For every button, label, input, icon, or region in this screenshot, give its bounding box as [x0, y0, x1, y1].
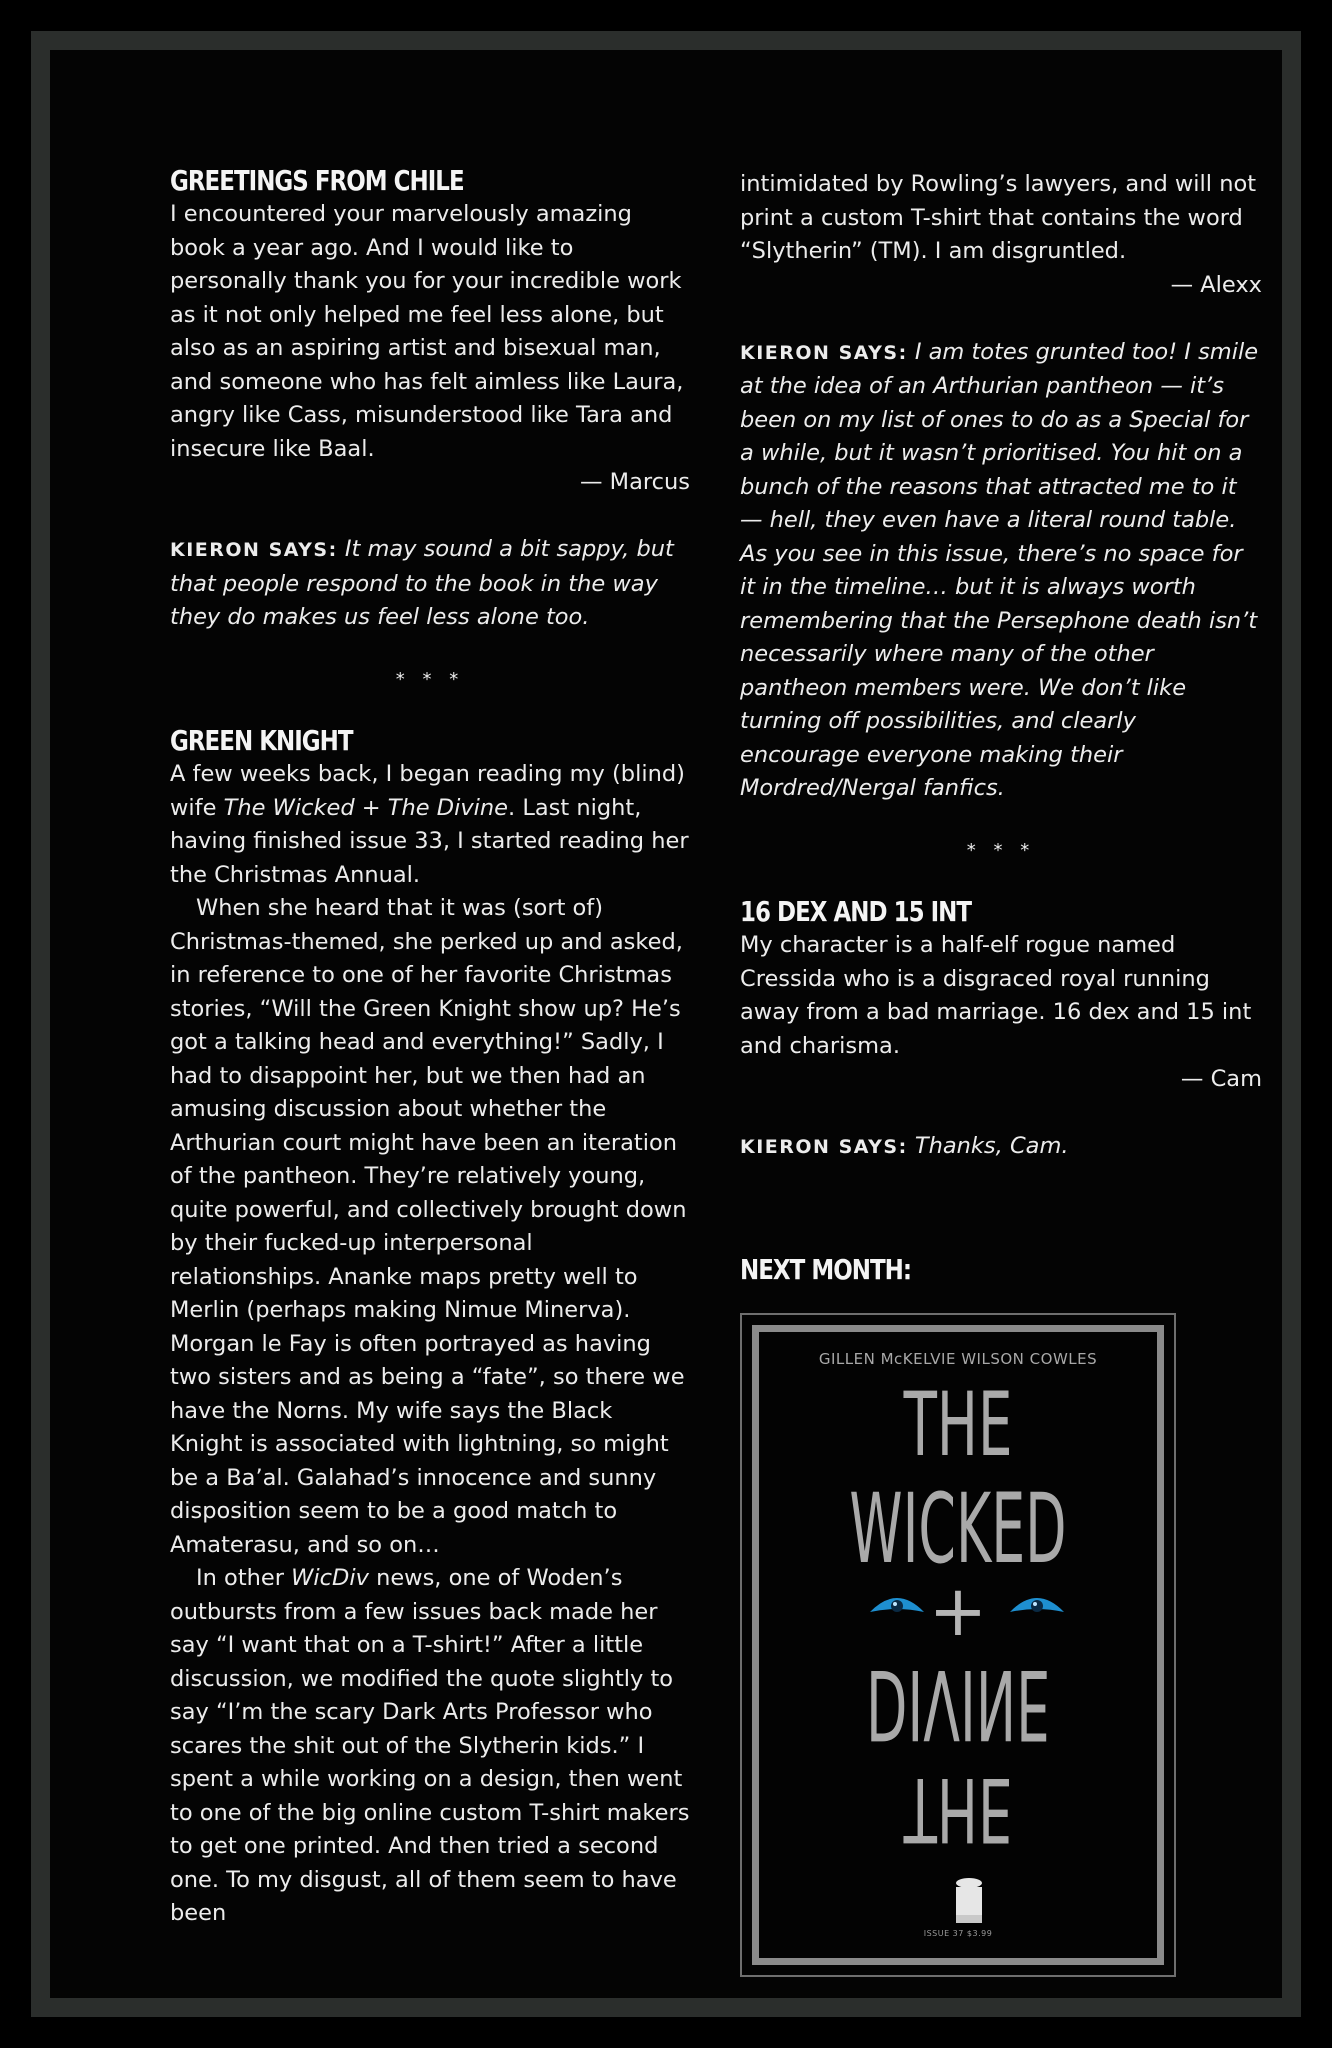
right-column	[740, 168, 1262, 1287]
letter-body-alexx-p3	[170, 1562, 690, 1931]
letter-body-cam: My character is a half-elf rogue named Cressida who is a disgraced royal running away from a bad marriage. 16 dex and 15 int and charisma.	[740, 932, 1252, 1059]
signature-marcus: — Marcus	[580, 469, 690, 495]
letters-page	[50, 50, 1282, 1998]
text-run: . Last night, having finished issue 33, I started reading her the Christmas Annual.	[170, 794, 689, 888]
reply-alexx	[740, 336, 1262, 806]
reply-text: It may sound a bit sappy, but that people respond to the book in the way they do makes us feel less alone too.	[170, 536, 674, 630]
next-month-heading: NEXT MONTH:	[740, 1252, 912, 1286]
section-separator: * * *	[395, 668, 465, 690]
cover-title-the-inverted: THE	[903, 1758, 1013, 1861]
spacer	[740, 302, 1262, 336]
cover-inner-frame	[752, 1325, 1164, 1965]
cover-title-the: THE	[903, 1373, 1013, 1476]
book-title: The Wicked + The Divine	[223, 794, 509, 821]
reply-text: I am totes grunted too! I smile at the idea of an Arthurian pantheon — it’s been on my list of ones to do as a Special for a while, but it wasn’t prioritised. You hit on a bunch of the reasons that attracted me to it — hell, they even have a literal round table. As you see in this issue, there’s no space for it in the timeline… but it is always worth remembering that the Persephone death isn’t necessarily where many of the other pantheon members were. We don’t like turning off possibilities, and clearly encourage everyone making their Mordred/Nergal fanfics.	[740, 338, 1259, 801]
signature-cam: — Cam	[1180, 1066, 1262, 1092]
letter-body-alexx-cont: intimidated by Rowling’s lawyers, and will not print a custom T-shirt that contains the word “Slytherin” (TM). I am disgruntled.	[740, 171, 1257, 264]
letter-heading-greetings: GREETINGS FROM CHILE	[170, 164, 464, 197]
kieron-says-label: KIERON SAYS:	[740, 1136, 908, 1158]
spacer	[170, 696, 690, 724]
letter-heading-16-dex: 16 DEX AND 15 INT	[740, 895, 972, 928]
cover-credits: GILLEN McKELVIE WILSON COWLES	[818, 1350, 1098, 1368]
kieron-says-label: KIERON SAYS:	[170, 539, 338, 561]
spacer	[740, 1165, 1262, 1253]
image-comics-logo-icon	[954, 1877, 984, 1927]
text-run: news, one of Woden’s outbursts from a few issues back made her say “I want that on a T-shirt!” After a little discussion, we modified the quote slightly to say “I’m the scary Dark Arts Professor who scares the shit out of the Slytherin kids.” I spent a while working on a design, then went to one of the big online custom T-shirt makers to get one printed. And then tried a second one. To my disgust, all of them seem to have been	[170, 1565, 690, 1926]
letter-body-marcus: I encountered your marvelously amazing book a year ago. And I would like to personally thank you for your incredible work as it not only helped me feel less alone, but also as an aspiring artist and bisexual man, and someone who has felt aimless like Laura, angry like Cass, misunderstood like Tara and insecure like Baal.	[170, 201, 684, 462]
book-title: WicDiv	[291, 1565, 369, 1591]
spacer	[170, 635, 690, 663]
text-run: A few weeks back, I began reading my (blind) wife	[170, 761, 685, 821]
spacer	[170, 500, 690, 534]
reply-text: Thanks, Cam.	[914, 1133, 1069, 1159]
next-issue-cover	[740, 1313, 1176, 1977]
text-run: In other	[196, 1565, 292, 1591]
left-column	[170, 164, 690, 1931]
spacer	[740, 806, 1262, 834]
right-eye-icon	[1008, 1592, 1066, 1618]
reply-cam	[740, 1130, 1262, 1165]
letter-body-alexx-p1	[170, 758, 690, 892]
reply-marcus	[170, 533, 690, 635]
cover-issue-price: ISSUE 37 $3.99	[923, 1929, 993, 1938]
section-separator: * * *	[966, 839, 1036, 861]
spacer	[740, 867, 1262, 895]
letter-heading-green-knight: GREEN KNIGHT	[170, 724, 353, 757]
spacer	[740, 1097, 1262, 1131]
kieron-says-label: KIERON SAYS:	[740, 341, 908, 364]
cover-title-wicked: WICKED	[849, 1473, 1067, 1585]
letter-body-alexx-p2: When she heard that it was (sort of) Christmas-themed, she perked up and asked, in reference to one of her favorite Christmas stories, “Will the Green Knight show up? He’s got a talking head and everything!” Sadly, I had to disappoint her, but we then had an amusing discussion about whether the Arthurian court might have been an iteration of the pantheon. They’re relatively young, quite powerful, and collectively brought down by their fucked-up interpersonal relationships. Ananke maps pretty well to Merlin (perhaps making Nimue Minerva). Morgan le Fay is often portrayed as having two sisters and as being a “fate”, so there we have the Norns. My wife says the Black Knight is associated with lightning, so might be a Ba’al. Galahad’s innocence and sunny disposition seem to be a good match to Amaterasu, and so on…	[170, 895, 687, 1558]
cover-plus-sign: +	[928, 1570, 988, 1652]
signature-alexx: — Alexx	[1170, 271, 1262, 298]
cover-title-divine-inverted: DIVINE	[865, 1648, 1051, 1760]
